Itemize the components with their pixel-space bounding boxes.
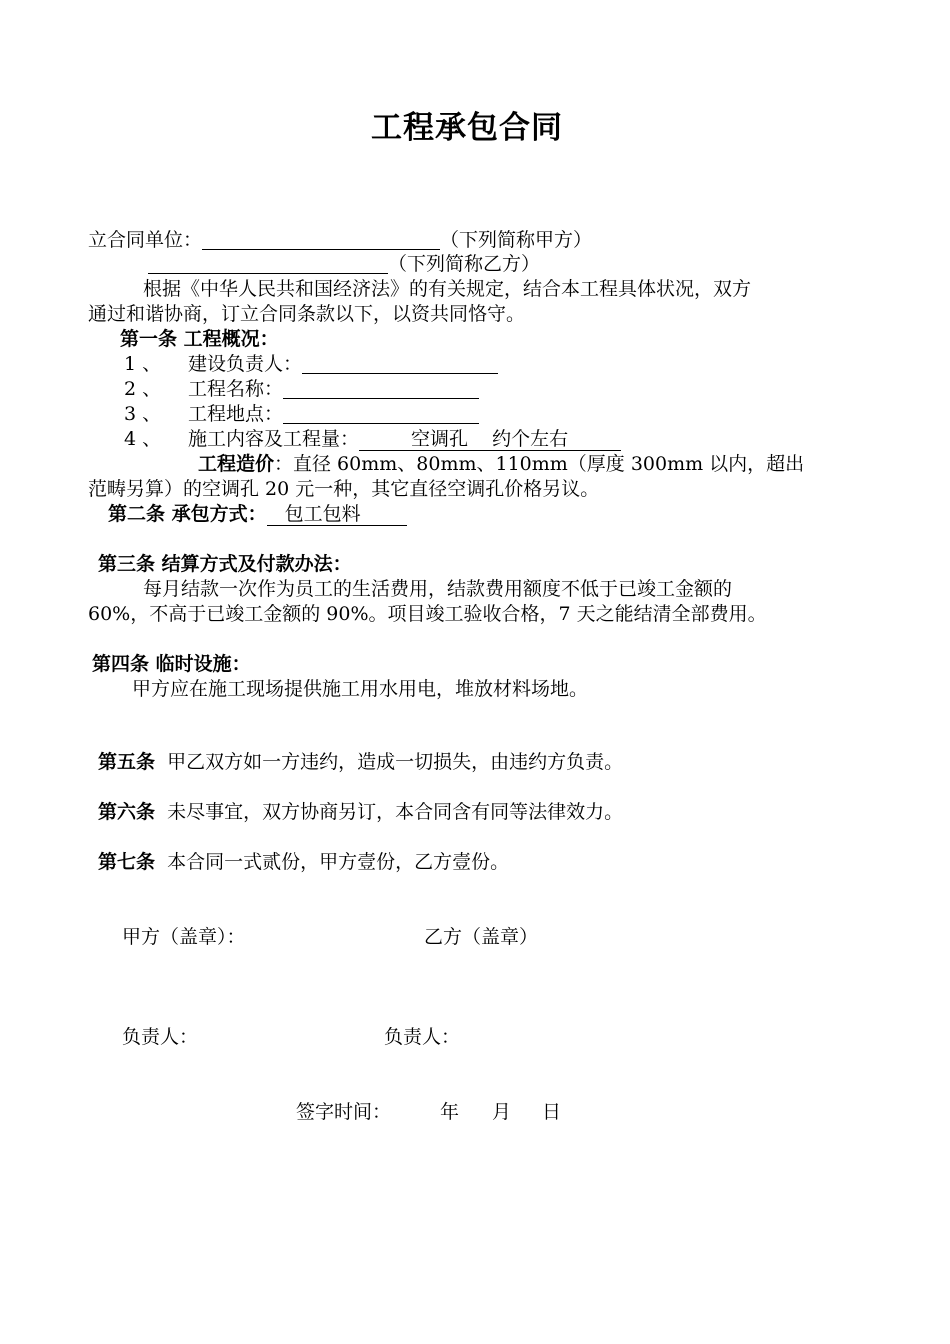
sign-date-day: 日 [542,1101,562,1123]
article1-item-3-label [188,402,479,426]
item-number: 4 、 [124,428,162,450]
article1-item-1 [124,352,161,376]
article1-item-1-label [188,352,498,376]
preamble-line1: 根据《中华人民共和国经济法》的有关规定，结合本工程具体状况，双方 [143,278,752,300]
party-a-suffix: （下列简称甲方） [440,229,593,251]
preamble-line2: 通过和谐协商，订立合同条款以下，以资共同恪守。 [88,303,526,325]
article3-heading: 第三条 结算方式及付款办法： [98,553,352,575]
article2-heading: 第二条 承包方式： [108,503,267,525]
article1-heading: 第一条 工程概况： [120,328,279,350]
responsible-b: 负责人： [384,1026,461,1048]
article4-text: 甲方应在施工现场提供施工用水用电，堆放材料场地。 [132,678,589,700]
article1-item-3 [124,402,161,426]
parties-line-a [88,228,592,252]
article6-text: 未尽事宜，双方协商另订，本合同含有同等法律效力。 [167,801,624,823]
sign-date-label: 签字时间： [296,1101,392,1123]
article3-line1: 每月结款一次作为员工的生活费用，结款费用额度不低于已竣工金额的 [143,578,733,600]
sign-date-year: 年 [440,1101,460,1123]
item-label: 工程名称： [188,378,284,400]
item-number: 1 、 [124,353,162,375]
article2 [108,502,407,526]
article7 [98,850,509,874]
parties-label: 立合同单位： [88,229,203,251]
project-price-line2: 范畴另算）的空调孔 20 元一种，其它直径空调孔价格另议。 [88,478,600,500]
article5-text: 甲乙双方如一方违约，造成一切损失，由违约方负责。 [167,751,624,773]
responsible-a: 负责人： [122,1026,199,1048]
parties-line-b [148,252,540,276]
price-label: 工程造价 [198,453,275,475]
party-a-seal: 甲方（盖章）： [122,926,246,948]
project-location-blank[interactable] [283,403,479,424]
item-number: 2 、 [124,378,162,400]
item-number: 3 、 [124,403,162,425]
article3-line2: 60%，不高于已竣工金额的 90%。项目竣工验收合格，7 天之能结清全部费用。 [88,603,767,625]
article7-text: 本合同一式贰份，甲方壹份，乙方壹份。 [167,851,510,873]
price-text: ：直径 60mm、80mm、110mm（厚度 300mm 以内，超出 [274,453,805,475]
article1-item-4-label [188,427,621,451]
article1-item-4 [124,427,161,451]
project-price-line1 [198,452,804,476]
item-label: 施工内容及工程量： [188,428,360,450]
work-content-value[interactable]: 空调孔 约个左右 [359,428,621,451]
responsible-person-blank[interactable] [302,353,498,374]
article1-item-2-label [188,377,479,401]
item-label: 工程地点： [188,403,284,425]
article5 [98,750,623,774]
article6-heading: 第六条 [98,801,156,823]
party-b-suffix: （下列简称乙方） [388,253,541,275]
article4-heading: 第四条 临时设施： [92,653,251,675]
article5-heading: 第五条 [98,751,156,773]
article6 [98,800,623,824]
page-title: 工程承包合同 [371,110,563,146]
party-b-blank[interactable] [148,253,388,274]
article7-heading: 第七条 [98,851,156,873]
party-b-seal: 乙方（盖章） [424,926,539,948]
sign-date-month: 月 [492,1101,512,1123]
article1-item-2 [124,377,161,401]
item-label: 建设负责人： [188,353,303,375]
party-a-blank[interactable] [202,229,440,250]
contract-mode-value[interactable]: 包工包料 [267,503,407,526]
project-name-blank[interactable] [283,378,479,399]
